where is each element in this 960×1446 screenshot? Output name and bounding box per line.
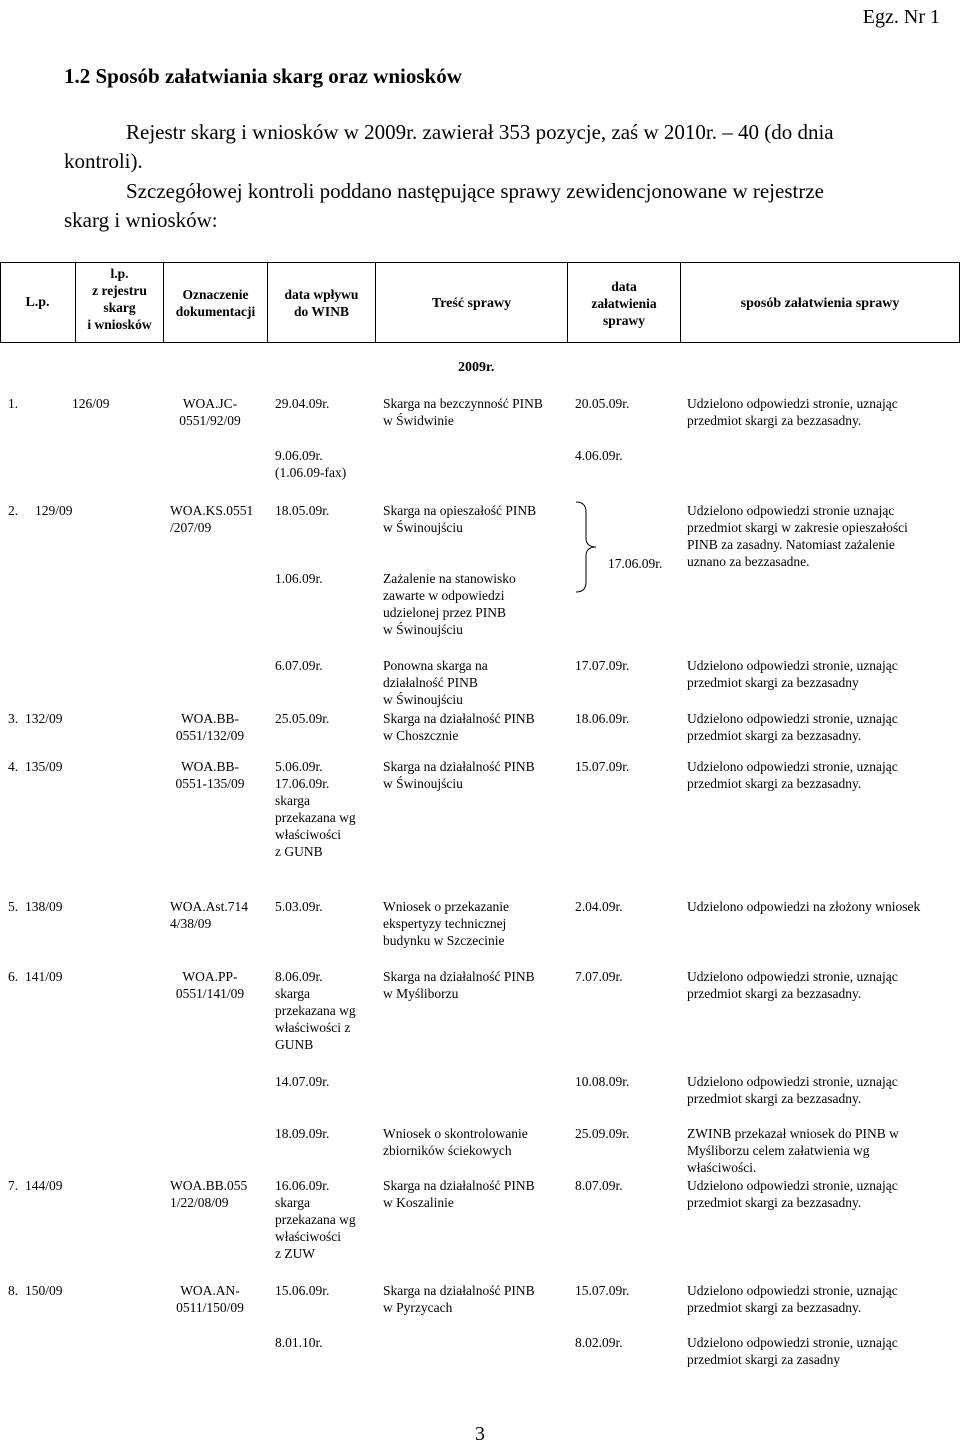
receipt-date: 14.07.09r. <box>275 1074 330 1089</box>
column-header-document-designation: Oznaczenie dokumentacji <box>175 287 256 319</box>
row-number: 2. <box>8 503 19 518</box>
resolution-method: Udzielono odpowiedzi stronie, uznając przedmiot skargi za bezzasadny. <box>687 396 898 428</box>
case-content: Skarga na działalność PINB w Myśliborzu <box>383 969 535 1001</box>
right-brace-icon <box>572 500 612 595</box>
document-designation: WOA.BB- 0551/132/09 <box>175 711 245 743</box>
receipt-date: 18.09.09r. <box>275 1126 330 1141</box>
register-number: 138/09 <box>25 899 63 914</box>
case-content: Skarga na działalność PINB w Choszcznie <box>383 711 535 743</box>
register-number: 150/09 <box>25 1283 63 1298</box>
resolution-method: Udzielono odpowiedzi stronie uznając przedmiot skargi w zakresie opieszałości PINB za zasadny. Natomiast zażalenie uznano za bezzasadne. <box>687 503 908 569</box>
document-designation: WOA.PP- 0551/141/09 <box>175 969 245 1001</box>
receipt-date: 18.05.09r. <box>275 503 330 518</box>
row-number: 6. <box>8 969 19 984</box>
register-number: 135/09 <box>25 759 63 774</box>
resolution-method: Udzielono odpowiedzi stronie, uznając przedmiot skargi za bezzasadny <box>687 658 898 690</box>
row-number: 1. <box>8 396 19 411</box>
case-content: Skarga na działalność PINB w Świnoujściu <box>383 759 535 791</box>
document-designation: WOA.BB- 0551-135/09 <box>175 759 245 791</box>
receipt-date: 1.06.09r. <box>275 571 323 586</box>
resolution-date: 8.07.09r. <box>575 1178 623 1193</box>
resolution-method: Udzielono odpowiedzi stronie, uznając przedmiot skargi za bezzasadny. <box>687 759 898 791</box>
column-header-case-content: Treść sprawy <box>431 296 512 311</box>
resolution-date: 2.04.09r. <box>575 899 623 914</box>
receipt-date: 15.06.09r. <box>275 1283 330 1298</box>
row-number: 7. <box>8 1178 19 1193</box>
row-number: 3. <box>8 711 19 726</box>
resolution-date: 20.05.09r. <box>575 396 630 411</box>
page-number: 3 <box>475 1423 485 1445</box>
receipt-date: 8.06.09r. skarga przekazana wg właściwości z GUNB <box>275 969 356 1052</box>
resolution-date: 17.06.09r. <box>608 556 663 571</box>
column-header-register-number: l.p. z rejestru skarg i wniosków <box>87 266 152 332</box>
case-content: Zażalenie na stanowisko zawarte w odpowiedzi udzielonej przez PINB w Świnoujściu <box>383 571 516 637</box>
resolution-method: Udzielono odpowiedzi na złożony wniosek <box>687 899 921 914</box>
case-content: Ponowna skarga na działalność PINB w Świnoujściu <box>383 658 488 707</box>
case-content: Skarga na działalność PINB w Koszalinie <box>383 1178 535 1210</box>
resolution-method: Udzielono odpowiedzi stronie, uznając przedmiot skargi za bezzasadny. <box>687 1074 898 1106</box>
resolution-date: 7.07.09r. <box>575 969 623 984</box>
resolution-method: Udzielono odpowiedzi stronie, uznając przedmiot skargi za zasadny <box>687 1335 898 1367</box>
register-number: 132/09 <box>25 711 63 726</box>
column-header-resolution-method: sposób załatwienia sprawy <box>740 296 900 311</box>
column-header-resolution-date: data załatwienia sprawy <box>591 279 657 328</box>
receipt-date: 8.01.10r. <box>275 1335 323 1350</box>
resolution-method: ZWINB przekazał wniosek do PINB w Myśliborzu celem załatwienia wg właściwości. <box>687 1126 899 1175</box>
receipt-date: 5.06.09r. 17.06.09r. skarga przekazana wg właściwości z GUNB <box>275 759 356 859</box>
intro-paragraph-1-line-1: Rejestr skarg i wniosków w 2009r. zawierał 353 pozycje, zaś w 2010r. – 40 (do dnia <box>126 120 834 144</box>
document-designation: WOA.BB.055 1/22/08/09 <box>170 1178 248 1210</box>
resolution-date: 18.06.09r. <box>575 711 630 726</box>
document-designation: WOA.JC- 0551/92/09 <box>179 396 241 428</box>
resolution-date: 15.07.09r. <box>575 759 630 774</box>
receipt-date: 16.06.09r. skarga przekazana wg właściwości z ZUW <box>275 1178 356 1261</box>
resolution-date: 8.02.09r. <box>575 1335 623 1350</box>
document-designation: WOA.KS.0551 /207/09 <box>170 503 254 535</box>
row-number: 8. <box>8 1283 19 1298</box>
register-number: 141/09 <box>25 969 63 984</box>
row-number: 4. <box>8 759 19 774</box>
section-title: 1.2 Sposób załatwiania skarg oraz wniosków <box>64 64 462 88</box>
case-content: Skarga na opieszałość PINB w Świnoujściu <box>383 503 537 535</box>
column-header-lp: L.p. <box>25 295 50 310</box>
attachment-label: Egz. Nr 1 <box>862 6 940 28</box>
register-number: 144/09 <box>25 1178 63 1193</box>
register-number: 129/09 <box>35 503 73 518</box>
resolution-method: Udzielono odpowiedzi stronie, uznając przedmiot skargi za bezzasadny. <box>687 1283 898 1315</box>
row-number: 5. <box>8 899 19 914</box>
resolution-method: Udzielono odpowiedzi stronie, uznając przedmiot skargi za bezzasadny. <box>687 1178 898 1210</box>
document-designation: WOA.Ast.714 4/38/09 <box>170 899 248 931</box>
year-label: 2009r. <box>458 360 495 375</box>
intro-paragraph-1-line-2: kontroli). <box>64 149 143 173</box>
resolution-method: Udzielono odpowiedzi stronie, uznając przedmiot skargi za bezzasadny. <box>687 969 898 1001</box>
case-content: Wniosek o skontrolowanie zbiorników ściekowych <box>383 1126 528 1158</box>
case-content: Skarga na działalność PINB w Pyrzycach <box>383 1283 535 1315</box>
receipt-date: 29.04.09r. <box>275 396 330 411</box>
resolution-date: 4.06.09r. <box>575 448 623 463</box>
resolution-date: 25.09.09r. <box>575 1126 630 1141</box>
receipt-date: 9.06.09r. (1.06.09-fax) <box>275 448 347 480</box>
register-number: 126/09 <box>72 396 110 411</box>
resolution-date: 10.08.09r. <box>575 1074 630 1089</box>
resolution-date: 15.07.09r. <box>575 1283 630 1298</box>
receipt-date: 25.05.09r. <box>275 711 330 726</box>
case-content: Wniosek o przekazanie ekspertyzy technicznej budynku w Szczecinie <box>383 899 509 948</box>
receipt-date: 5.03.09r. <box>275 899 323 914</box>
case-content: Skarga na bezczynność PINB w Świdwinie <box>383 396 543 428</box>
resolution-method: Udzielono odpowiedzi stronie, uznając przedmiot skargi za bezzasadny. <box>687 711 898 743</box>
document-designation: WOA.AN- 0511/150/09 <box>176 1283 244 1315</box>
column-header-receipt-date: data wpływu do WINB <box>284 287 359 319</box>
intro-paragraph-2-line-2: skarg i wniosków: <box>64 208 218 232</box>
intro-paragraph-2-line-1: Szczegółowej kontroli poddano następujące sprawy zewidencjonowane w rejestrze <box>126 179 824 203</box>
receipt-date: 6.07.09r. <box>275 658 323 673</box>
resolution-date: 17.07.09r. <box>575 658 630 673</box>
